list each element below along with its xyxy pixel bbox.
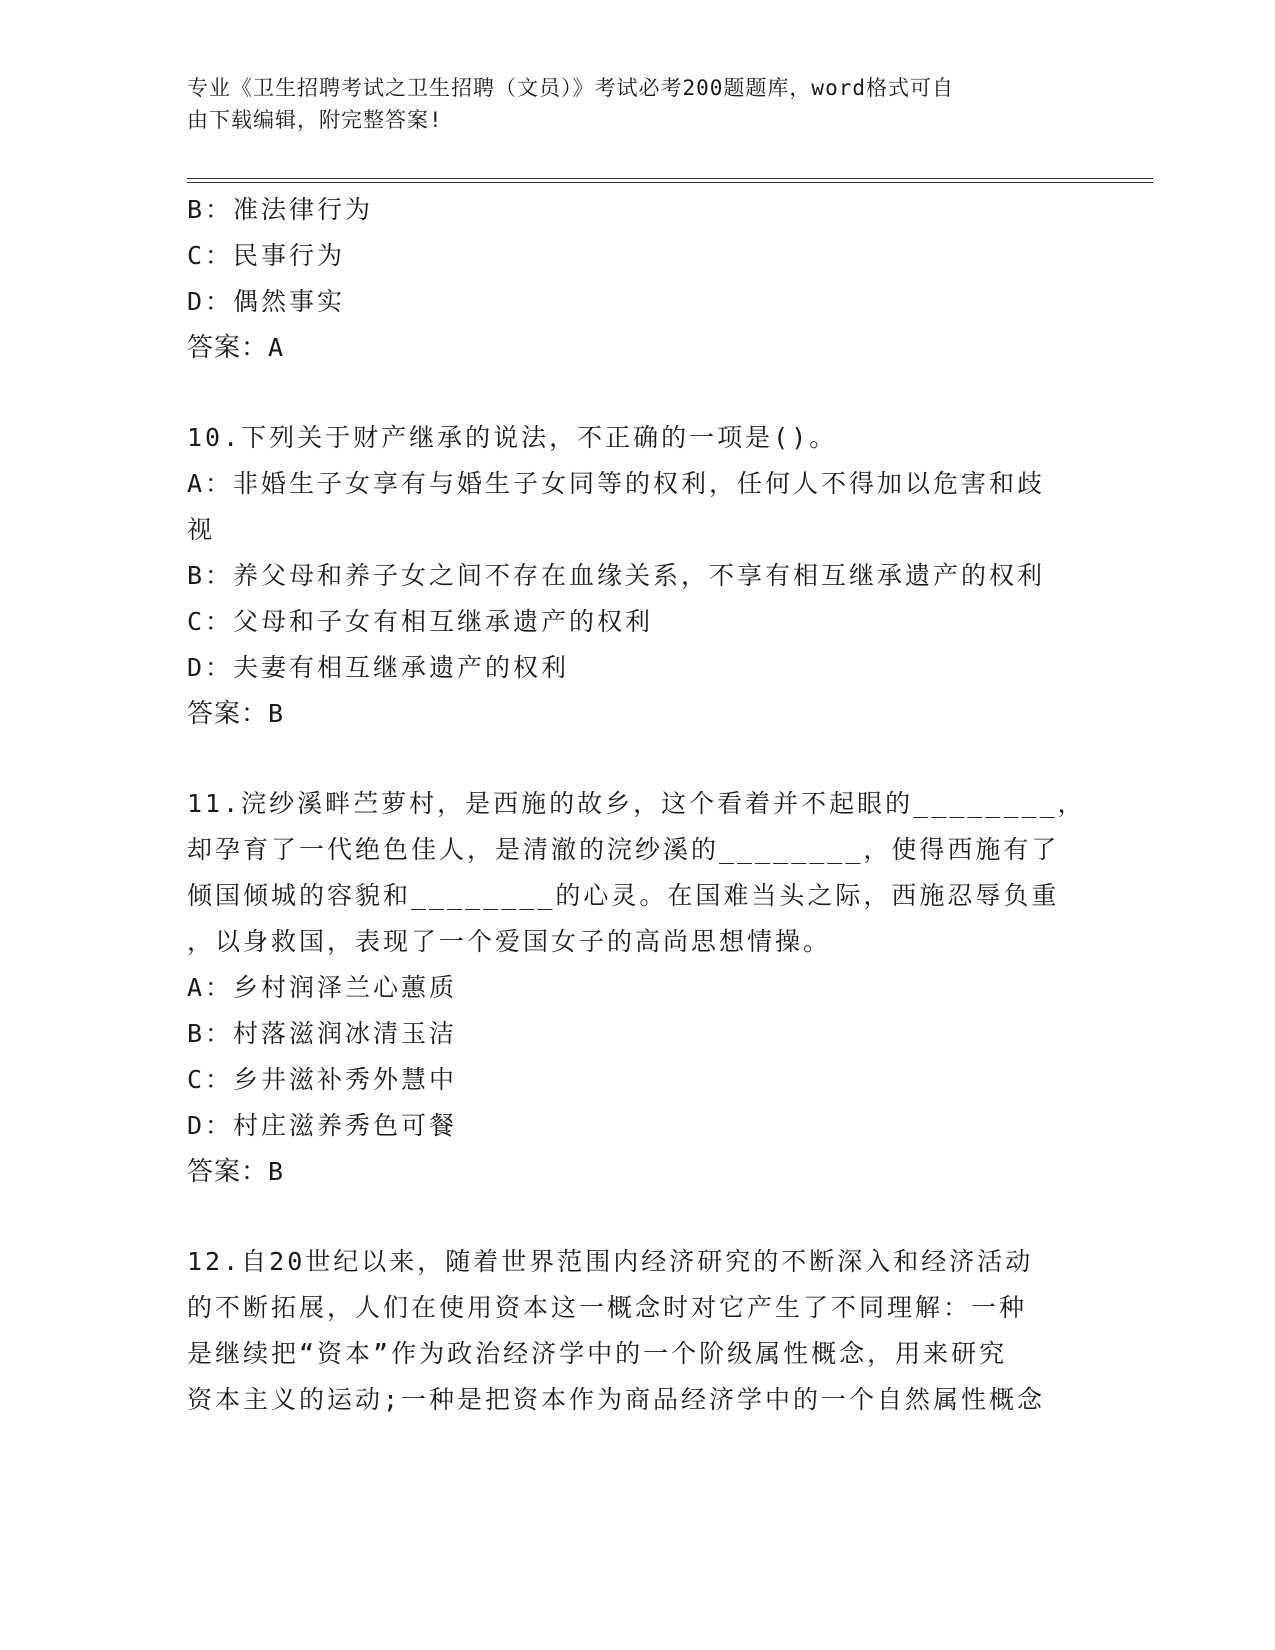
question-12 xyxy=(187,1239,1087,1423)
document-body xyxy=(187,187,1087,1423)
question-stem-line-1: 11.浣纱溪畔苎萝村，是西施的故乡，这个看着并不起眼的________， xyxy=(187,789,1086,818)
question-stem-line-4: ，以身救国，表现了一个爱国女子的高尚思想情操。 xyxy=(187,927,832,956)
option-a-continued: 视 xyxy=(187,515,216,544)
header-line-1: 专业《卫生招聘考试之卫生招聘（文员）》考试必考200题题库，word格式可自 xyxy=(187,76,954,100)
answer-label: 答案： xyxy=(187,699,269,729)
answer-line xyxy=(187,691,1087,737)
option-c: C：民事行为 xyxy=(187,241,346,270)
document-header xyxy=(187,72,1067,136)
question-10 xyxy=(187,415,1087,737)
option-d: D：村庄滋养秀色可餐 xyxy=(187,1111,458,1140)
header-divider xyxy=(187,178,1153,183)
question-stem: 10.下列关于财产继承的说法，不正确的一项是()。 xyxy=(187,423,838,452)
option-a: A：非婚生子女享有与婚生子女同等的权利，任何人不得加以危害和歧 xyxy=(187,469,1046,498)
answer-line xyxy=(187,325,1087,371)
question-9-tail xyxy=(187,187,1087,371)
answer-value: A xyxy=(268,333,285,362)
option-b: B：村落滋润冰清玉洁 xyxy=(187,1019,458,1048)
answer-line xyxy=(187,1149,1087,1195)
option-d: D：偶然事实 xyxy=(187,287,346,316)
question-11 xyxy=(187,781,1087,1195)
answer-value: B xyxy=(268,1157,285,1186)
option-a: A：乡村润泽兰心蕙质 xyxy=(187,973,458,1002)
header-line-2: 由下载编辑，附完整答案! xyxy=(187,108,443,132)
question-stem-line-1: 12.自20世纪以来，随着世界范围内经济研究的不断深入和经济活动 xyxy=(187,1247,1034,1276)
option-b: B：养父母和养子女之间不存在血缘关系，不享有相互继承遗产的权利 xyxy=(187,561,1046,590)
question-stem-line-2: 却孕育了一代绝色佳人，是清澈的浣纱溪的________，使得西施有了 xyxy=(187,835,1060,864)
option-b: B：准法律行为 xyxy=(187,195,374,224)
question-stem-line-3: 倾国倾城的容貌和________的心灵。在国难当头之际，西施忍辱负重 xyxy=(187,881,1060,910)
option-c: C：乡井滋补秀外慧中 xyxy=(187,1065,458,1094)
question-stem-line-4: 资本主义的运动;一种是把资本作为商品经济学中的一个自然属性概念 xyxy=(187,1385,1046,1414)
question-stem-line-3: 是继续把“资本”作为政治经济学中的一个阶级属性概念，用来研究 xyxy=(187,1339,1008,1368)
answer-label: 答案： xyxy=(187,1157,269,1187)
answer-label: 答案： xyxy=(187,333,269,363)
answer-value: B xyxy=(268,699,285,728)
question-stem-line-2: 的不断拓展，人们在使用资本这一概念时对它产生了不同理解：一种 xyxy=(187,1293,1028,1322)
option-c: C：父母和子女有相互继承遗产的权利 xyxy=(187,607,654,636)
option-d: D：夫妻有相互继承遗产的权利 xyxy=(187,653,570,682)
